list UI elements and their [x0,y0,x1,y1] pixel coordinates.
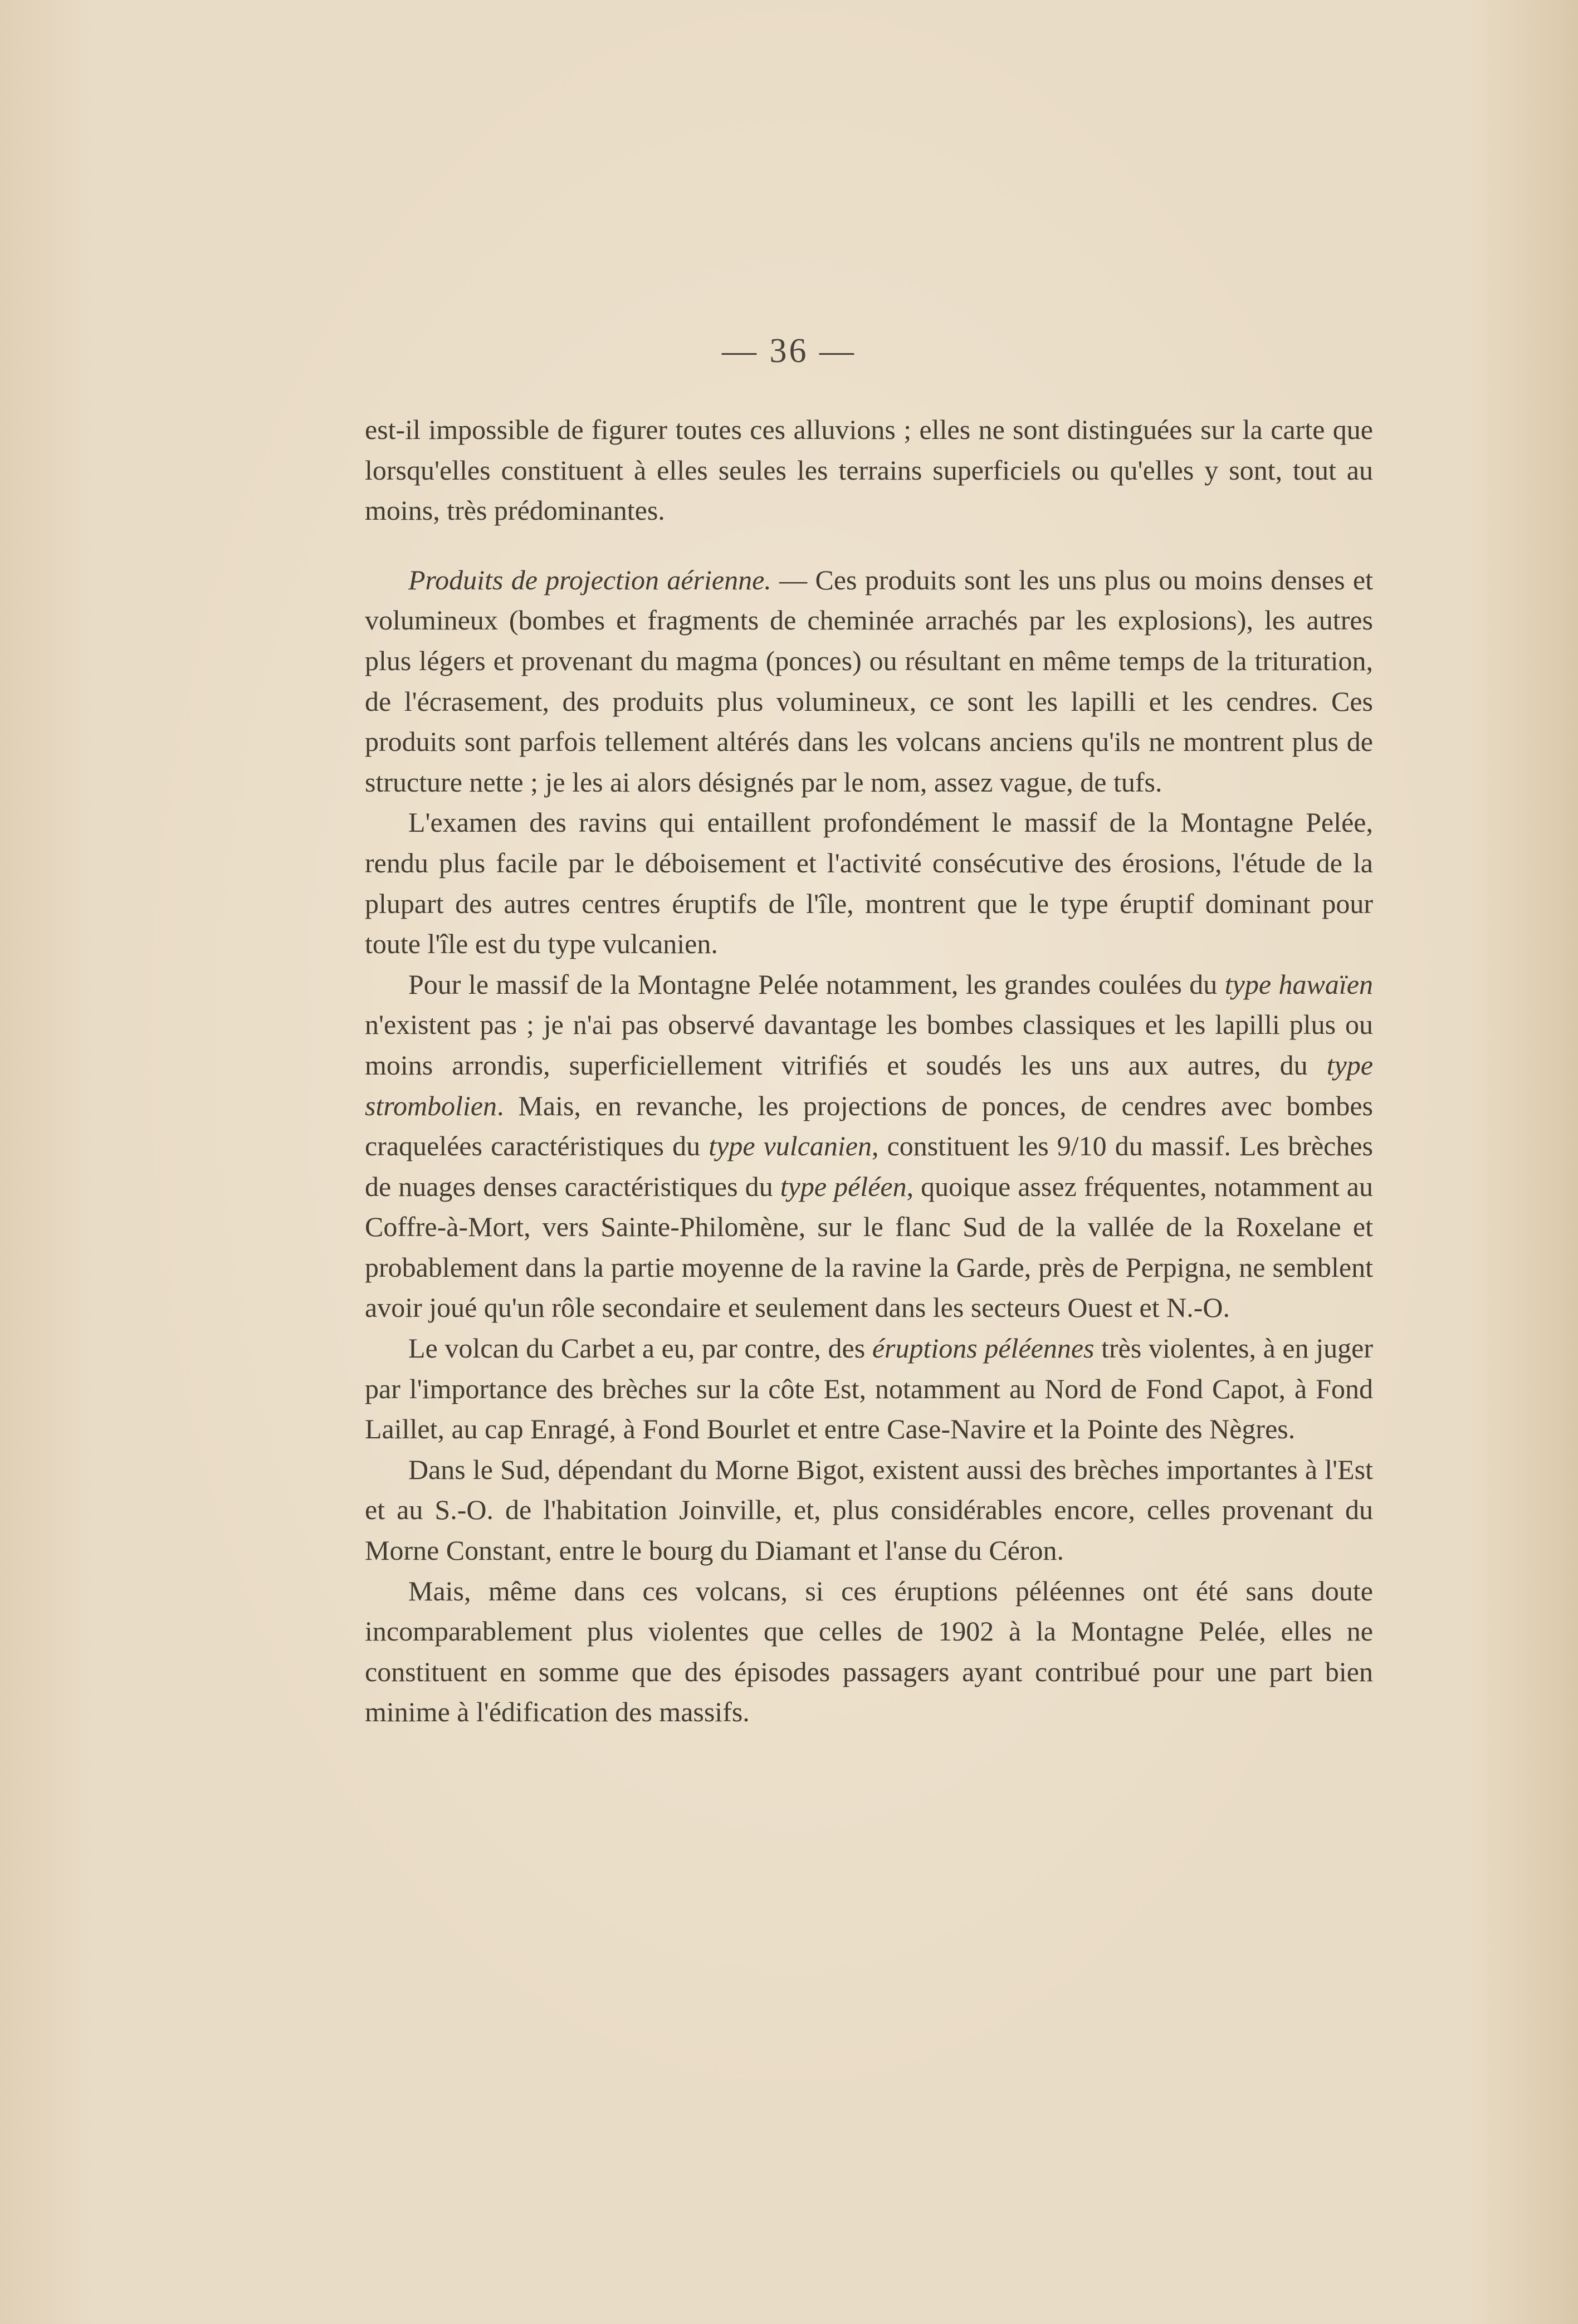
paragraph-volcan-carbet [365,1328,1373,1449]
paragraph-produits-projection [365,560,1373,803]
italic-term: type hawaïen [1224,968,1373,1000]
paragraph-text: Pour le massif de la Montagne Pelée notamment, les grandes coulées du [408,968,1225,1000]
section-heading: Produits de projection aérienne. [408,564,771,595]
italic-term: type strombolien [365,1049,1373,1121]
paragraph-text: , quoique assez fréquentes, notamment au Coffre-à-Mort, vers Sainte-Philomène, sur le flanc Sud de la vallée de la Roxelane et probablement dans la partie moyenne de la ravine la Garde, près de Perpigna, ne semblent avoir joué qu'un rôle secondaire et seulement dans les secteurs Ouest et N.-O. [365,1170,1374,1324]
paragraph-text: — Ces produits sont les uns plus ou moins denses et volumineux (bombes et fragments de cheminée arrachés par les explosions), les autres plus légers et provenant du magma (ponces) ou résultant en même temps de la trituration, de l'écrasement, des produits plus volumineux, ce sont les lapilli et les cendres. Ces produits sont parfois tellement altérés dans les volcans anciens qu'ils ne montrent plus de structure nette ; je les ai alors désignés par le nom, assez vague, de tufs. [365,564,1373,798]
paragraph-conclusion: Mais, même dans ces volcans, si ces éruptions péléennes ont été sans doute incomparablement plus violentes que celles de 1902 à la Montagne Pelée, elles ne constituent en somme que des épisodes passagers ayant contribué pour une part bien minime à l'édification des massifs. [365,1575,1373,1728]
italic-term: éruptions péléennes [872,1332,1095,1364]
paragraph-text: très violentes, à en juger par l'importance des brèches sur la côte Est, notamment au Nord de Fond Capot, à Fond Laillet, au cap Enragé, à Fond Bourlet et entre Case-Navire et la Pointe des Nègres. [365,1332,1373,1445]
paragraph-text: . Mais, en revanche, les projections de ponces, de cendres avec bombes craquelées caractéristiques du [365,1090,1373,1162]
italic-term: type vulcanien [709,1130,872,1162]
paragraph-sud-morne-bigot: Dans le Sud, dépendant du Morne Bigot, existent aussi des brèches importantes à l'Est et au S.-O. de l'habitation Joinville, et, plus considérables encore, celles provenant du Morne Constant, entre le bourg du Diamant et l'anse du Céron. [365,1453,1373,1566]
body-text [365,409,1373,1732]
paragraph-examen-ravins: L'examen des ravins qui entaillent profondément le massif de la Montagne Pelée, rendu plus facile par le déboisement et l'activité consécutive des érosions, l'étude de la plupart des autres centres éruptifs de l'île, montrent que le type éruptif dominant pour toute l'île est du type vulcanien. [365,807,1373,960]
paragraph-massif-pelee [365,964,1373,1328]
paragraph-text: Le volcan du Carbet a eu, par contre, des [408,1332,872,1364]
paragraph-text: , constituent les 9/10 du massif. Les brèches de nuages denses caractéristiques du [365,1130,1374,1202]
paragraph-text: n'existent pas ; je n'ai pas observé davantage les bombes classiques et les lapilli plus ou moins arrondis, superficiellement vitrifiés et soudés les uns aux autres, du [365,1009,1373,1081]
paragraph-alluvions-end: est-il impossible de figurer toutes ces alluvions ; elles ne sont distinguées sur la carte que lorsqu'elles constituent à elles seules les terrains superficiels ou qu'elles y sont, tout au moins, très prédominantes. [365,414,1373,526]
italic-term: type péléen [780,1170,907,1202]
page-number: — 36 — [722,332,856,370]
